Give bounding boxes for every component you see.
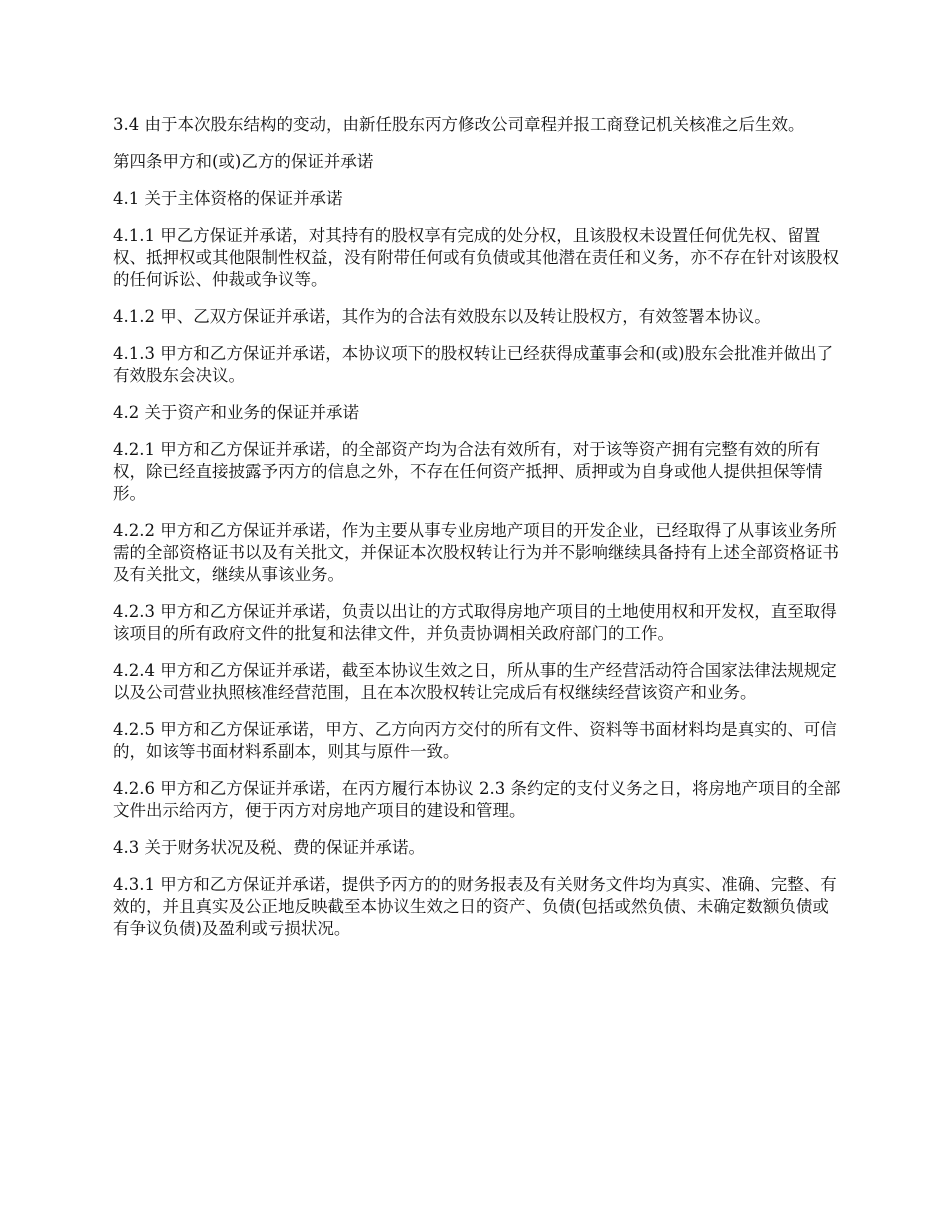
- section-4-3-heading: 4.3 关于财务状况及税、费的保证并承诺。: [113, 838, 425, 857]
- clause-4-1-1: 4.1.1 甲乙方保证并承诺，对其持有的股权享有完成的处分权，且该股权未设置任何优先权、留置权、抵押权或其他限制性权益，没有附带任何或有负债或其他潜在责任和义务，亦不存在针对该股权的任何诉讼、仲裁或争议等。: [113, 226, 839, 289]
- article-4-heading: 第四条甲方和(或)乙方的保证并承诺: [113, 152, 374, 171]
- clause-4-1-3: 4.1.3 甲方和乙方保证并承诺，本协议项下的股权转让已经获得成董事会和(或)股东会批准并做出了有效股东会决议。: [113, 344, 834, 385]
- clause-4-1-2: 4.1.2 甲、乙双方保证并承诺，其作为的合法有效股东以及转让股权方，有效签署本协议。: [113, 307, 771, 326]
- section-4-2-heading: 4.2 关于资产和业务的保证并承诺: [113, 403, 359, 422]
- clause-4-2-1: 4.2.1 甲方和乙方保证并承诺，的全部资产均为合法有效所有，对于该等资产拥有完整有效的所有权，除已经直接披露予丙方的信息之外，不存在任何资产抵押、质押或为自身或他人提供担保等情形。: [113, 440, 823, 503]
- clause-4-3-1: 4.3.1 甲方和乙方保证并承诺，提供予丙方的的财务报表及有关财务文件均为真实、准确、完整、有效的，并且真实及公正地反映截至本协议生效之日的资产、负债(包括或然负债、未确定数额负债或有争议负债)及盈利或亏损状况。: [113, 875, 837, 938]
- section-4-1-heading: 4.1 关于主体资格的保证并承诺: [113, 189, 343, 208]
- document-page: [113, 114, 843, 955]
- clause-4-2-3: 4.2.3 甲方和乙方保证并承诺，负责以出让的方式取得房地产项目的土地使用权和开发权，直至取得该项目的所有政府文件的批复和法律文件，并负责协调相关政府部门的工作。: [113, 602, 837, 643]
- clause-4-2-2: 4.2.2 甲方和乙方保证并承诺，作为主要从事专业房地产项目的开发企业，已经取得了从事该业务所需的全部资格证书以及有关批文，并保证本次股权转让行为并不影响继续具备持有上述全部资格证书及有关批文，继续从事该业务。: [113, 521, 839, 584]
- clause-4-2-5: 4.2.5 甲方和乙方保证承诺，甲方、乙方向丙方交付的所有文件、资料等书面材料均是真实的、可信的，如该等书面材料系副本，则其与原件一致。: [113, 720, 837, 761]
- clause-3-4: 3.4 由于本次股东结构的变动，由新任股东丙方修改公司章程并报工商登记机关核准之后生效。: [113, 115, 805, 134]
- clause-4-2-6: 4.2.6 甲方和乙方保证并承诺，在丙方履行本协议 2.3 条约定的支付义务之日，将房地产项目的全部文件出示给丙方，便于丙方对房地产项目的建设和管理。: [113, 779, 841, 820]
- clause-4-2-4: 4.2.4 甲方和乙方保证并承诺，截至本协议生效之日，所从事的生产经营活动符合国家法律法规规定以及公司营业执照核准经营范围，且在本次股权转让完成后有权继续经营该资产和业务。: [113, 661, 837, 702]
